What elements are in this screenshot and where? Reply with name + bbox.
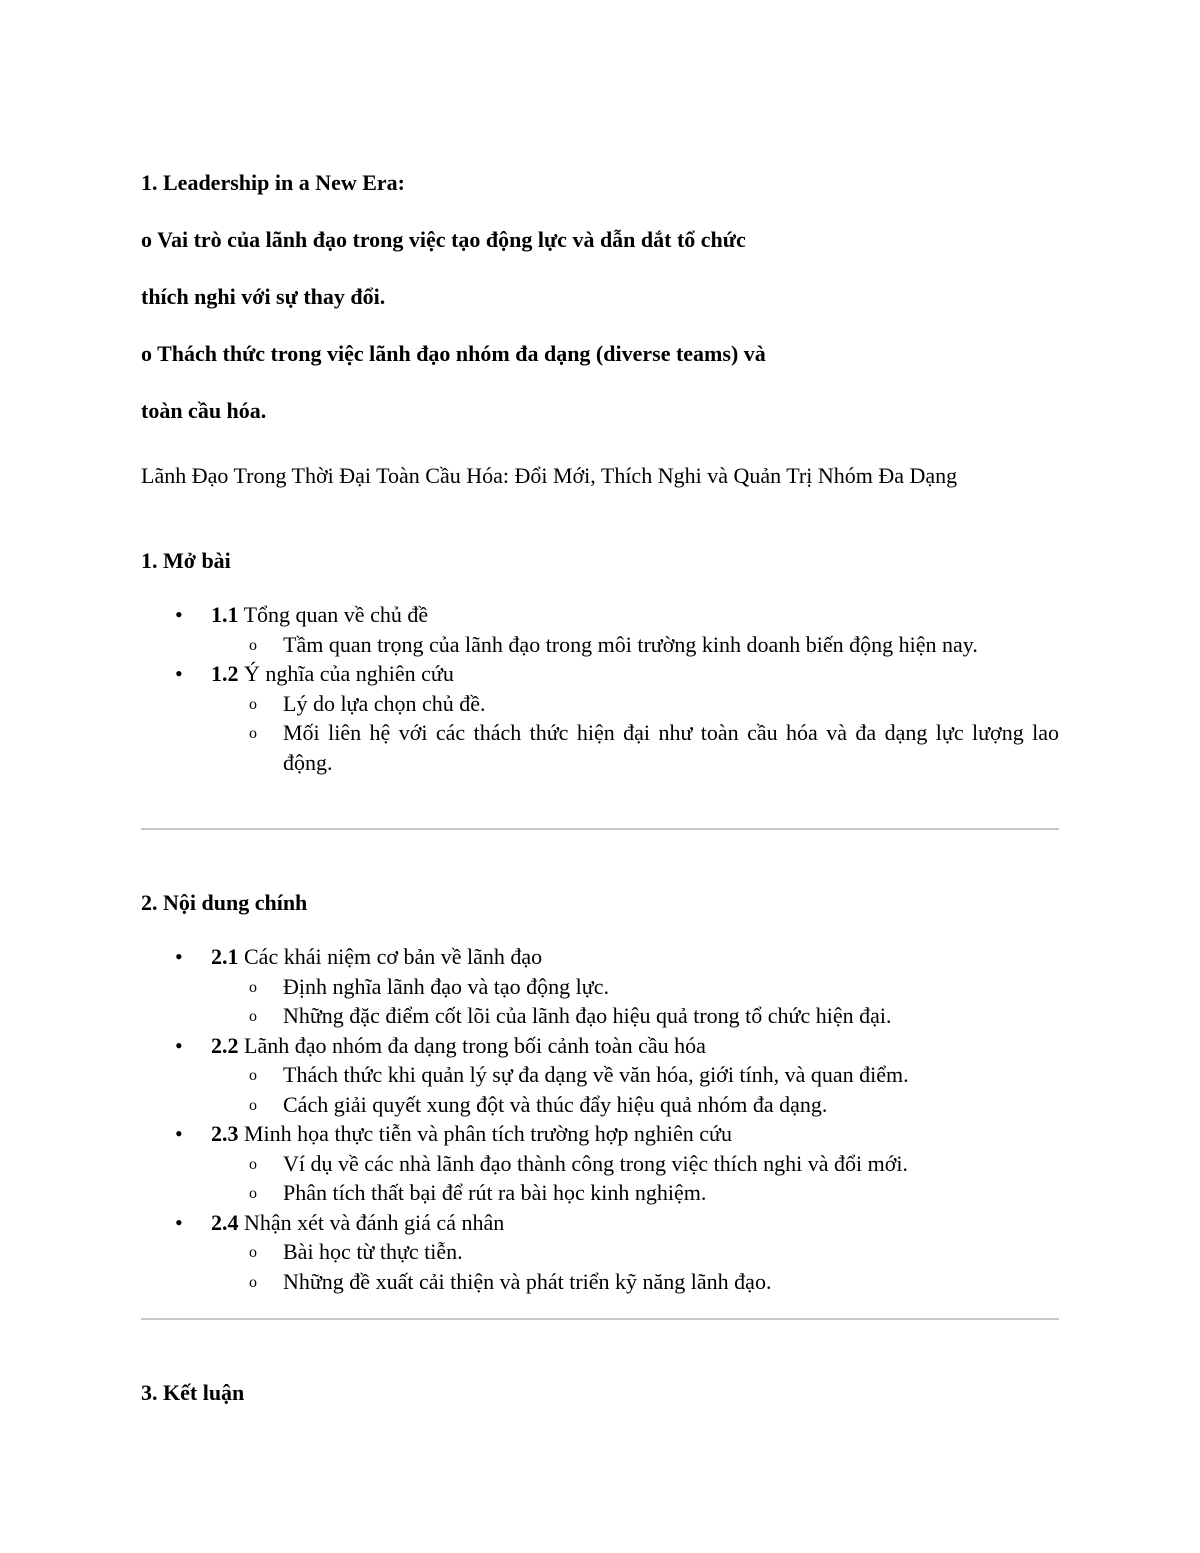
item-number: 2.2 (211, 1032, 239, 1058)
sub-list (211, 1149, 1059, 1208)
list-item (141, 1031, 1059, 1120)
item-text: Minh họa thực tiễn và phân tích trường hợp nghiên cứu (238, 1121, 732, 1146)
document-title: Lãnh Đạo Trong Thời Đại Toàn Cầu Hóa: Đổi Mới, Thích Nghi và Quản Trị Nhóm Đa Dạng (141, 463, 958, 488)
item-number: 1.1 (211, 602, 239, 627)
sub-list (211, 1237, 1059, 1296)
intro-line: thích nghi với sự thay đổi. (141, 284, 386, 309)
intro-heading: 1. Leadership in a New Era: (141, 170, 405, 195)
section-heading: 3. Kết luận (141, 1380, 245, 1405)
sub-list-item: o Thách thức khi quản lý sự đa dạng về văn hóa, giới tính, và quan điểm. (141, 1060, 1059, 1090)
sub-list-item: o Mối liên hệ với các thách thức hiện đại như toàn cầu hóa và đa dạng lực lượng lao động. (141, 718, 1059, 777)
sub-list-item: o Tầm quan trọng của lãnh đạo trong môi trường kinh doanh biến động hiện nay. (141, 630, 1059, 660)
item-text: Ý nghĩa của nghiên cứu (238, 661, 454, 686)
sub-list-item: o Bài học từ thực tiễn. (141, 1237, 1059, 1267)
sub-list (211, 689, 1059, 778)
item-number: 2.1 (211, 944, 239, 969)
sub-list (211, 972, 1059, 1031)
sub-list-item: o Định nghĩa lãnh đạo và tạo động lực. (141, 972, 1059, 1002)
horizontal-rule (141, 1318, 1059, 1320)
item-number: 2.3 (211, 1121, 239, 1146)
sub-list (211, 630, 1059, 660)
section-heading: 2. Nội dung chính (141, 890, 308, 915)
section2-list (141, 942, 1059, 1296)
list-item (141, 1208, 1059, 1297)
sub-list-item: o Lý do lựa chọn chủ đề. (141, 689, 1059, 719)
item-text: Các khái niệm cơ bản về lãnh đạo (238, 944, 543, 969)
item-text: Nhận xét và đánh giá cá nhân (238, 1209, 505, 1235)
intro-line: o Thách thức trong việc lãnh đạo nhóm đa dạng (diverse teams) và (141, 341, 766, 366)
list-item (141, 1119, 1059, 1208)
horizontal-rule (141, 828, 1059, 830)
sub-list (211, 1060, 1059, 1119)
list-item (141, 942, 1059, 1031)
sub-list-item: o Những đặc điểm cốt lõi của lãnh đạo hiệu quả trong tổ chức hiện đại. (141, 1001, 1059, 1031)
list-item (141, 600, 1059, 659)
sub-list-item: o Những đề xuất cải thiện và phát triển kỹ năng lãnh đạo. (141, 1267, 1059, 1297)
item-number: 2.4 (211, 1209, 239, 1235)
intro-line: toàn cầu hóa. (141, 398, 267, 423)
sub-list-item: o Ví dụ về các nhà lãnh đạo thành công trong việc thích nghi và đổi mới. (141, 1149, 1059, 1179)
item-number: 1.2 (211, 661, 239, 686)
item-text: Lãnh đạo nhóm đa dạng trong bối cảnh toàn cầu hóa (238, 1032, 706, 1058)
list-item (141, 659, 1059, 777)
section-heading: 1. Mở bài (141, 548, 231, 573)
item-text: Tổng quan về chủ đề (238, 602, 429, 627)
sub-list-item: o Phân tích thất bại để rút ra bài học kinh nghiệm. (141, 1178, 1059, 1208)
intro-line: o Vai trò của lãnh đạo trong việc tạo động lực và dẫn dắt tổ chức (141, 227, 746, 252)
section1-list (141, 600, 1059, 777)
sub-list-item: o Cách giải quyết xung đột và thúc đẩy hiệu quả nhóm đa dạng. (141, 1090, 1059, 1120)
